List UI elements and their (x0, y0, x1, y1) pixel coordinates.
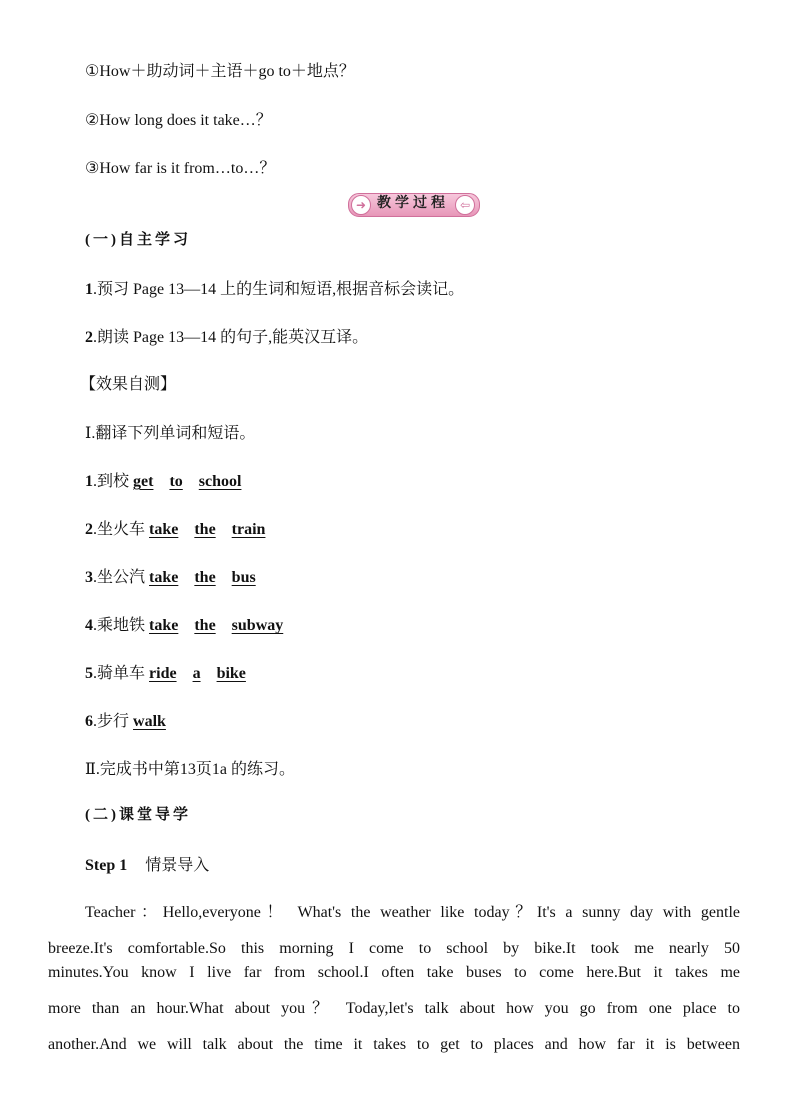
step-label: Step 1 (85, 857, 128, 874)
item-number: 4 (85, 617, 93, 634)
banner-title: 教学过程 (377, 196, 449, 211)
item-number: 1 (85, 281, 93, 298)
part-one-instruction: Ⅰ.翻译下列单词和短语。 (85, 425, 256, 442)
item-number: 2 (85, 521, 93, 538)
pattern-line: ②How long does it take…？ (85, 112, 272, 129)
step-title: 情景导入 (145, 857, 210, 874)
teaching-process-banner (348, 193, 478, 217)
arrow-right-icon: ➜ (351, 195, 371, 215)
teacher-paragraph-line: Teacher：Hello,everyone！ What's the weather like today？It's a sunny day with gentle (85, 904, 740, 921)
answer-underlined: take the train (149, 521, 266, 538)
item-chinese: .骑单车 (93, 665, 150, 682)
self-test-title: 【效果自测】 (80, 376, 177, 393)
list-item (85, 711, 166, 733)
item-text: .朗读 Page 13—14 的句子,能英汉互译。 (93, 329, 369, 346)
item-number: 5 (85, 665, 93, 682)
item-number: 2 (85, 329, 93, 346)
answer-underlined: take the subway (149, 617, 284, 634)
teacher-paragraph-line: more than an hour.What about you？ Today,let's talk about how you go from one place to (48, 1000, 740, 1017)
item-chinese: .坐公汽 (93, 569, 150, 586)
item-chinese: .到校 (93, 473, 134, 490)
teacher-paragraph-line: minutes.You know I live far from school.I often take buses to come here.But it takes me (48, 964, 740, 981)
item-number: 3 (85, 569, 93, 586)
list-item (85, 279, 464, 301)
item-chinese: .步行 (93, 713, 134, 730)
section-title-classroom-guide: (二)课堂导学 (85, 807, 191, 823)
answer-underlined: walk (133, 713, 166, 730)
pattern-line: ①How＋助动词＋主语＋go to＋地点？ (85, 63, 355, 80)
answer-underlined: take the bus (149, 569, 256, 586)
item-text: .预习 Page 13—14 上的生词和短语,根据音标会读记。 (93, 281, 465, 298)
step-heading (85, 855, 209, 877)
section-title-self-study: (一)自主学习 (85, 232, 191, 248)
teacher-paragraph-line: another.And we will talk about the time it takes to get to places and how far it is between (48, 1036, 740, 1053)
arrow-left-icon: ⇦ (455, 195, 475, 215)
teacher-paragraph-line: breeze.It's comfortable.So this morning I come to school by bike.It took me nearly 50 (48, 940, 740, 957)
list-item (85, 615, 283, 637)
item-chinese: .乘地铁 (93, 617, 150, 634)
list-item (85, 327, 368, 349)
answer-underlined: ride a bike (149, 665, 246, 682)
answer-underlined: get to school (133, 473, 242, 490)
list-item (85, 471, 241, 493)
pattern-line: ③How far is it from…to…？ (85, 160, 276, 177)
list-item (85, 567, 256, 589)
item-chinese: .坐火车 (93, 521, 150, 538)
list-item (85, 519, 265, 541)
item-number: 1 (85, 473, 93, 490)
item-number: 6 (85, 713, 93, 730)
part-two-instruction: Ⅱ.完成书中第13页1a 的练习。 (85, 761, 295, 778)
list-item (85, 663, 246, 685)
